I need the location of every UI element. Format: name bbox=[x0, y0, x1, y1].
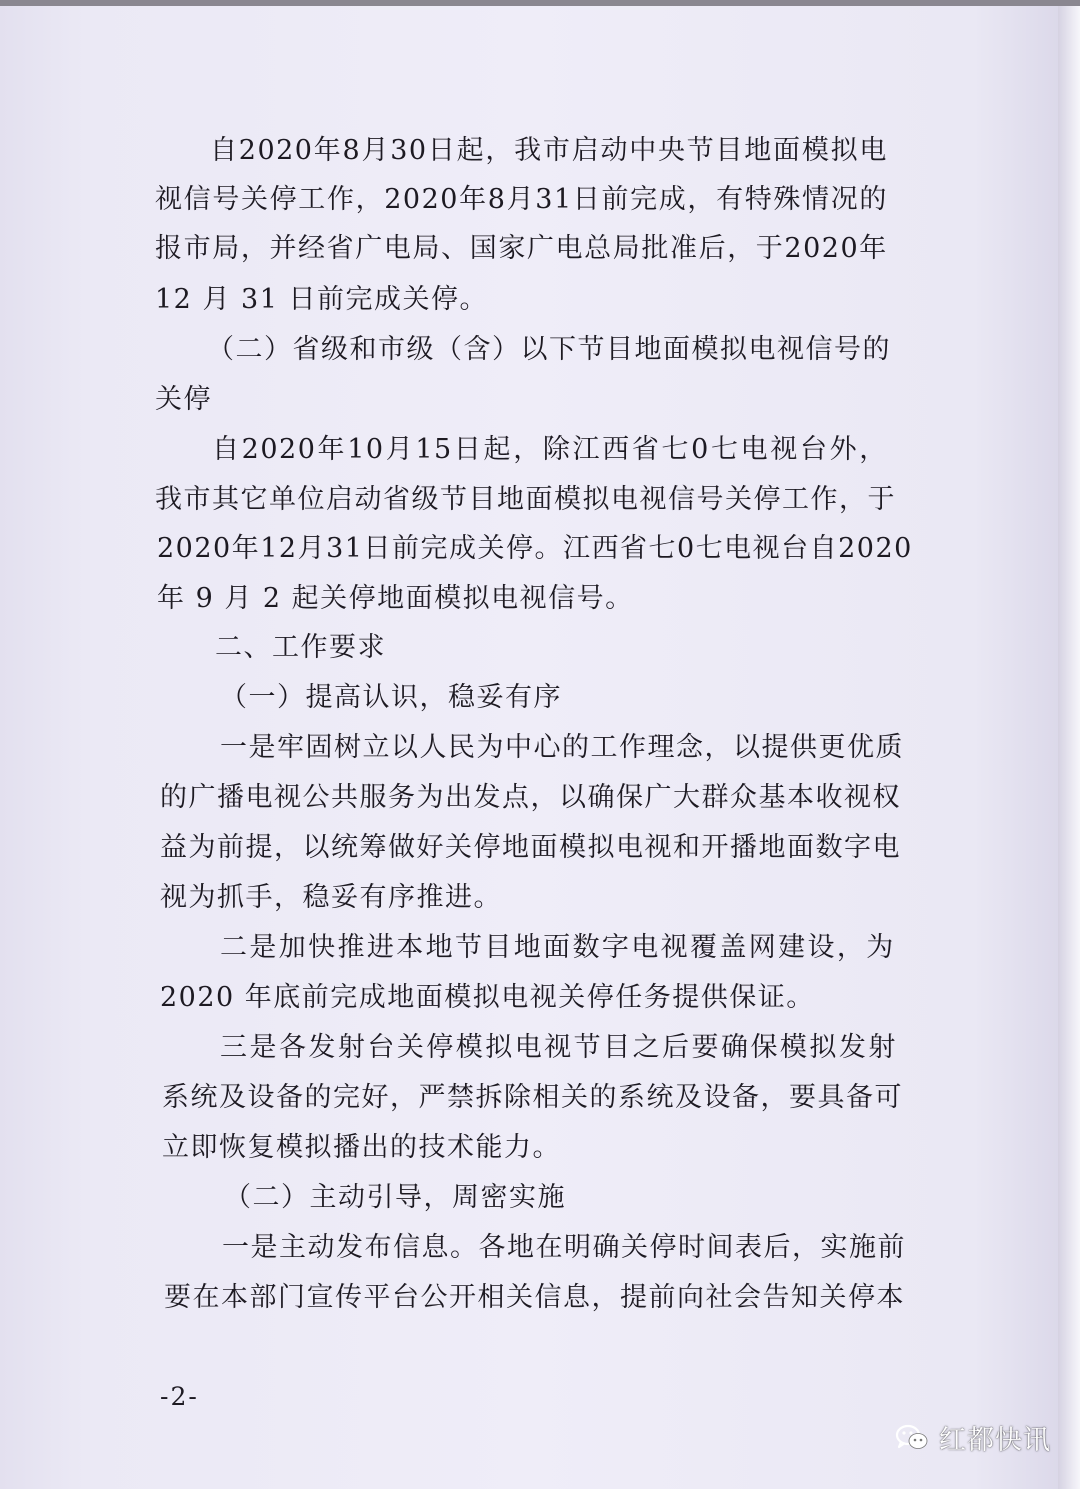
section-heading: 关停 bbox=[155, 384, 212, 415]
page-number: -2- bbox=[160, 1382, 199, 1411]
text-line: 的 广 播 电 视 公 共 服 务 为 出 发 点 ， 以 确 保 广 大 群 众 基 本 收 视 权 bbox=[160, 782, 901, 813]
text-line: 年 9 月 2 起关停地面模拟电视信号。 bbox=[157, 583, 634, 614]
text-line: 一 是 主 动 发 布 信 息 。 各 地 在 明 确 关 停 时 间 表 后 ， 实 施 前 bbox=[222, 1232, 906, 1263]
text-line: 自 2020 年 8 月 30 日 起 ， 我 市 启 动 中 央 节 目 地 面 模 拟 电 bbox=[210, 135, 888, 166]
text-line: 系 统 及 设 备 的 完 好 ， 严 禁 拆 除 相 关 的 系 统 及 设 备 ， 要 具 备 可 bbox=[162, 1082, 903, 1113]
section-heading: 二、工作要求 bbox=[215, 632, 386, 663]
watermark bbox=[895, 1418, 1051, 1457]
text-line: 12 月 31 日前完成关停。 bbox=[155, 284, 488, 315]
text-line: 视 信 号 关 停 工 作 ， 2020 年 8 月 31 日 前 完 成 ， 有 特 殊 情 况 的 bbox=[155, 184, 888, 215]
section-heading: （ 二 ） 省 级 和 市 级 （ 含 ） 以 下 节 目 地 面 模 拟 电 视 信 号 的 bbox=[207, 334, 891, 365]
text-line: 二 是 加 快 推 进 本 地 节 目 地 面 数 字 电 视 覆 盖 网 建 设 ， 为 bbox=[220, 932, 895, 963]
text-line: 2020 年底前完成地面模拟电视关停任务提供保证。 bbox=[160, 982, 815, 1013]
section-heading: （二）主动引导，周密实施 bbox=[224, 1182, 566, 1213]
text-line: 要 在 本 部 门 宣 传 平 台 公 开 相 关 信 息 ， 提 前 向 社 会 告 知 关 停 本 bbox=[164, 1282, 905, 1313]
text-line: 益 为 前 提 ， 以 统 筹 做 好 关 停 地 面 模 拟 电 视 和 开 播 地 面 数 字 电 bbox=[160, 832, 901, 863]
wechat-icon bbox=[895, 1423, 929, 1453]
text-line: 三 是 各 发 射 台 关 停 模 拟 电 视 节 目 之 后 要 确 保 模 拟 发 射 bbox=[220, 1032, 897, 1063]
text-line: 我 市 其 它 单 位 启 动 省 级 节 目 地 面 模 拟 电 视 信 号 关 停 工 作 ， 于 bbox=[155, 484, 896, 515]
watermark-text: 红都快讯 bbox=[939, 1425, 1051, 1456]
section-heading: （一）提高认识，稳妥有序 bbox=[220, 682, 562, 713]
text-line: 报 市 局 ， 并 经 省 广 电 局 、 国 家 广 电 总 局 批 准 后 ， 于 2020 年 bbox=[155, 233, 888, 264]
text-line: 立即恢复模拟播出的技术能力。 bbox=[162, 1132, 561, 1163]
text-line: 一 是 牢 固 树 立 以 人 民 为 中 心 的 工 作 理 念 ， 以 提 供 更 优 质 bbox=[220, 732, 904, 763]
text-line: 2020 年 12 月 31 日 前 完 成 关 停 。 江 西 省 七 0 七 电 视 台 自 2020 bbox=[157, 533, 913, 564]
text-line: 视为抓手，稳妥有序推进。 bbox=[160, 882, 502, 913]
text-line: 自 2020 年 10 月 15 日 起 ， 除 江 西 省 七 0 七 电 视 台 外 ， bbox=[212, 434, 888, 465]
